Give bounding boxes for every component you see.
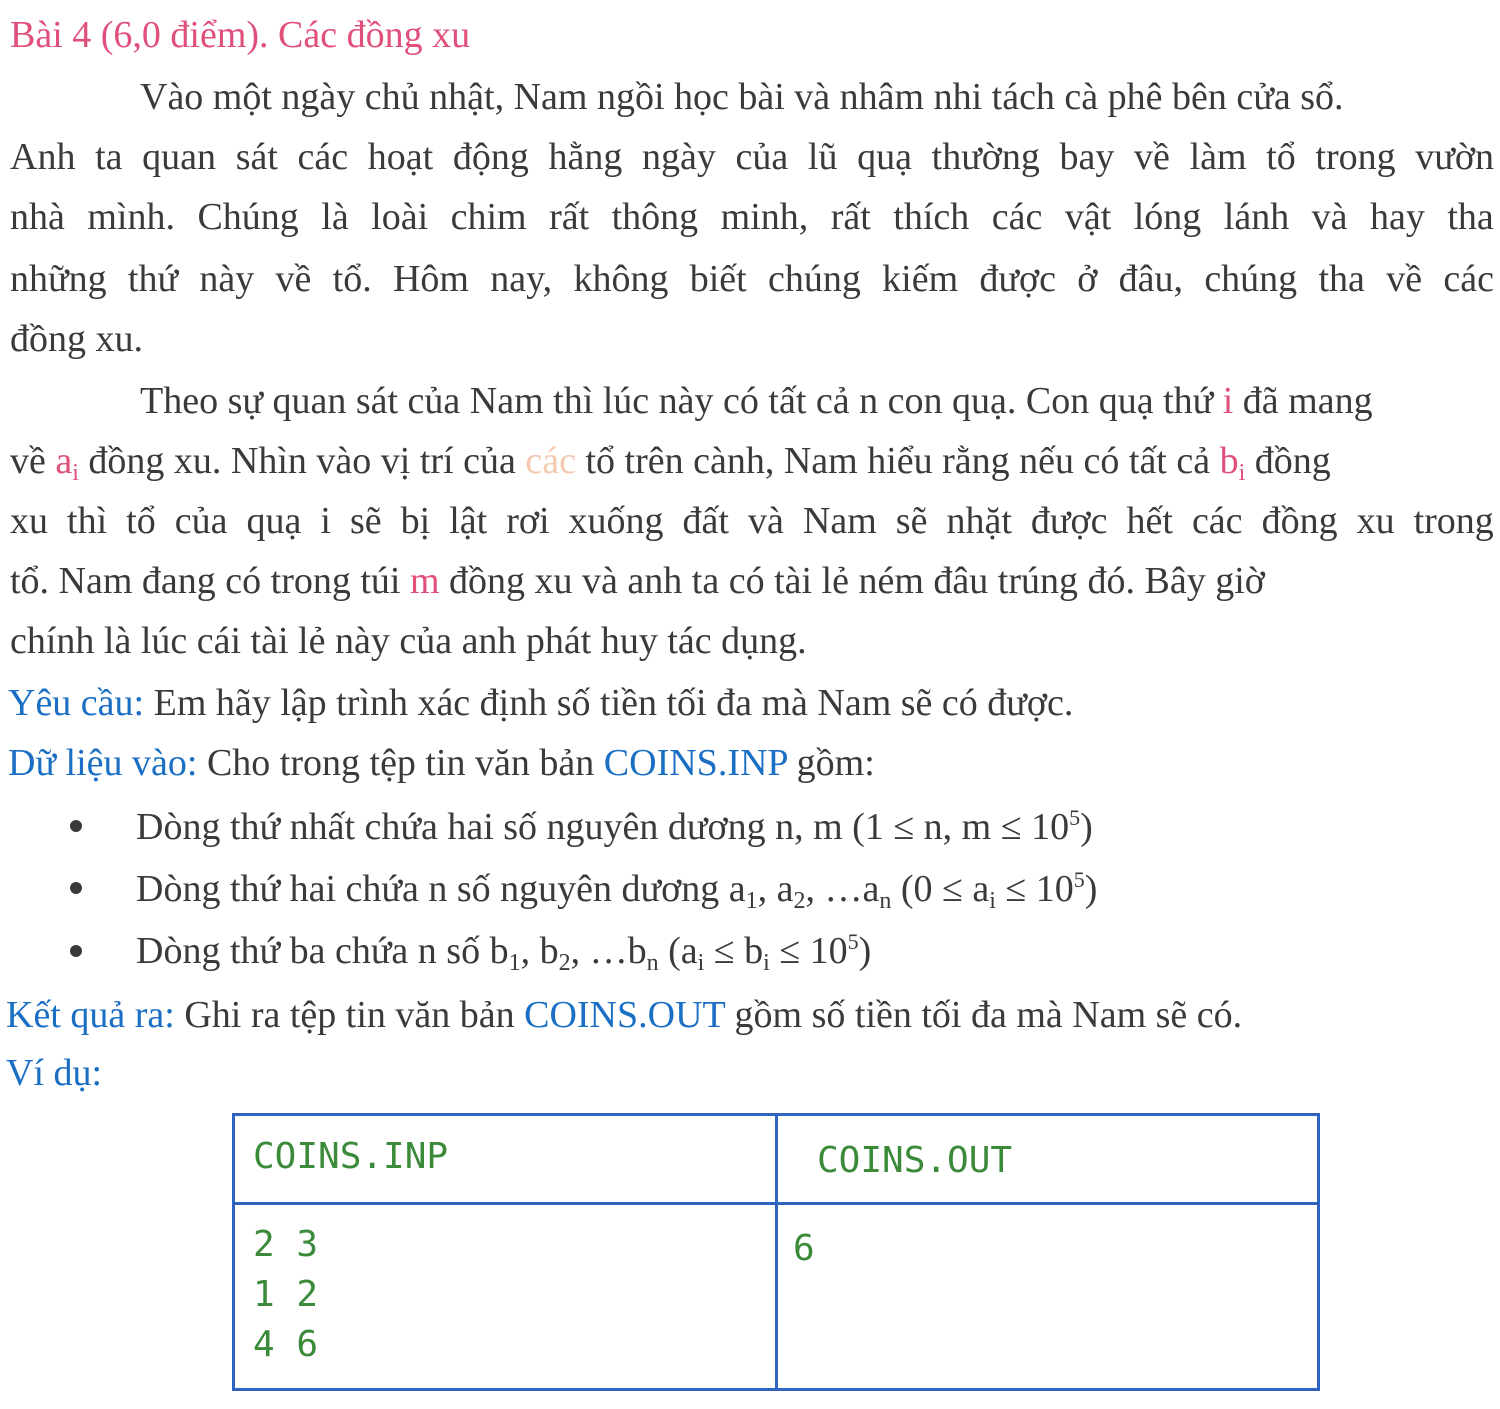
word: xu — [1356, 500, 1395, 542]
para2-line3 — [10, 498, 1494, 544]
table-header-input: COINS.INP — [253, 1136, 449, 1177]
word: sẽ — [349, 500, 382, 542]
word: lánh — [1223, 196, 1290, 238]
word: sát — [235, 136, 278, 178]
para1-line2 — [10, 134, 1494, 180]
word: bay — [1059, 136, 1115, 178]
word: hoạt — [367, 136, 434, 178]
output-label: Kết quả ra: — [6, 994, 175, 1036]
word: tổ. — [332, 258, 372, 300]
table-input-line: 2 3 — [253, 1224, 319, 1265]
table-divider — [775, 1116, 778, 1388]
para2-line1: Theo sự quan sát của Nam thì lúc này có tất cả n con quạ. Con quạ thứ i đã mang — [140, 380, 1373, 422]
table-header-output: COINS.OUT — [817, 1140, 1013, 1181]
word: và — [748, 500, 784, 542]
word: lật — [449, 500, 488, 542]
word: nay, — [490, 258, 553, 300]
word: biết — [689, 258, 747, 300]
word: vườn — [1415, 136, 1494, 178]
para2-line4: tổ. Nam đang có trong túi m đồng xu và anh ta có tài lẻ ném đâu trúng đó. Bây giờ — [10, 560, 1265, 602]
word: thích — [893, 196, 970, 238]
word: chim — [450, 196, 527, 238]
word: rơi — [506, 500, 550, 542]
word: xuống — [568, 500, 664, 542]
word: đồng — [1261, 500, 1338, 542]
word: này — [199, 258, 255, 300]
word: minh, — [720, 196, 809, 238]
word: các — [1443, 258, 1494, 300]
word: được — [979, 258, 1056, 300]
input-label: Dữ liệu vào: — [8, 742, 198, 784]
word: đâu, — [1118, 258, 1184, 300]
example-table — [232, 1113, 1320, 1391]
problem-title: Bài 4 (6,0 điểm). Các đồng xu — [10, 14, 471, 56]
request-label: Yêu cầu: — [8, 682, 145, 724]
word: và — [1311, 196, 1348, 238]
word: nhà — [10, 196, 65, 238]
word: i — [320, 500, 331, 542]
word: thông — [611, 196, 699, 238]
bullet-icon — [70, 945, 82, 957]
word: tha — [1318, 258, 1365, 300]
word: ở — [1077, 258, 1098, 300]
output-line: Kết quả ra: Ghi ra tệp tin văn bản COINS.OUT gồm số tiền tối đa mà Nam sẽ có. — [6, 994, 1243, 1036]
word: rất — [549, 196, 590, 238]
word: không — [573, 258, 669, 300]
word: về — [1134, 136, 1170, 178]
word: quan — [142, 136, 217, 178]
word: Nam — [802, 500, 877, 542]
word: kiếm — [882, 258, 959, 300]
word: làm — [1189, 136, 1247, 178]
word: rất — [830, 196, 871, 238]
word: được — [1030, 500, 1108, 542]
word: Hôm — [392, 258, 469, 300]
para1-line1: Vào một ngày chủ nhật, Nam ngồi học bài và nhâm nhi tách cà phê bên cửa sổ. — [140, 76, 1344, 118]
word: thường — [931, 136, 1040, 178]
bullet-item-2: Dòng thứ hai chứa n số nguyên dương $a_1$, $a_2$, $\dots a_n$ $(0 \le a_i \le 10^5)$ — [136, 867, 1098, 914]
word: vật — [1064, 196, 1112, 238]
word: tổ — [126, 500, 156, 542]
word: chúng — [768, 258, 861, 300]
bullet-icon — [70, 820, 82, 832]
word: trong — [1315, 136, 1396, 178]
bullet-icon — [70, 882, 82, 894]
input-line: Dữ liệu vào: Cho trong tệp tin văn bản COINS.INP gồm: — [8, 742, 875, 784]
word: trong — [1413, 500, 1494, 542]
word: về — [275, 258, 312, 300]
word: loài — [371, 196, 429, 238]
word: động — [452, 136, 529, 178]
para1-line4 — [10, 256, 1494, 302]
word: ngày — [642, 136, 716, 178]
word: đất — [682, 500, 729, 542]
word: Anh — [10, 136, 76, 178]
table-input-line: 1 2 — [253, 1274, 319, 1315]
para2-line2: về $a_i$ đồng xu. Nhìn vào vị trí của các tổ trên cành, Nam hiểu rằng nếu có tất cả $b_i$ đồng — [10, 440, 1331, 486]
word: hằng — [548, 136, 623, 178]
word: những — [10, 258, 107, 300]
word: là — [321, 196, 349, 238]
word: tổ — [1266, 136, 1296, 178]
para1-line5: đồng xu. — [10, 318, 143, 360]
word: hay — [1370, 196, 1425, 238]
word: tha — [1447, 196, 1494, 238]
word: chúng — [1204, 258, 1298, 300]
word: lóng — [1133, 196, 1202, 238]
word: bị — [400, 500, 431, 542]
output-filename: COINS.OUT — [524, 994, 726, 1036]
request-line: Yêu cầu: Em hãy lập trình xác định số tiền tối đa mà Nam sẽ có được. — [8, 682, 1074, 724]
word: các — [1191, 500, 1243, 542]
table-input-line: 4 6 — [253, 1324, 319, 1365]
word: ta — [95, 136, 123, 178]
word: quạ — [246, 500, 302, 542]
table-output-line: 6 — [793, 1228, 815, 1269]
word: nhặt — [946, 500, 1012, 542]
word: mình. — [87, 196, 175, 238]
para2-line5: chính là lúc cái tài lẻ này của anh phát huy tác dụng. — [10, 620, 807, 662]
word: sẽ — [895, 500, 928, 542]
example-label: Ví dụ: — [6, 1052, 103, 1094]
word: của — [174, 500, 228, 542]
word: quạ — [857, 136, 912, 178]
word: của — [735, 136, 789, 178]
word: lũ — [807, 136, 838, 178]
word: Chúng — [197, 196, 299, 238]
bullet-item-3: Dòng thứ ba chứa n số $b_1$, $b_2$, $\dots b_n$ $(a_i \le b_i \le 10^5)$ — [136, 929, 872, 976]
word: thì — [67, 500, 108, 542]
word: các — [297, 136, 349, 178]
word: xu — [10, 500, 48, 542]
bullet-item-1: Dòng thứ nhất chứa hai số nguyên dương n, m (1 ≤ n, $m \le 10^5$) — [136, 805, 1093, 848]
table-divider — [235, 1202, 1317, 1205]
word: các — [991, 196, 1043, 238]
word: hết — [1126, 500, 1173, 542]
word: thứ — [127, 258, 179, 300]
input-filename: COINS.INP — [603, 742, 788, 784]
para1-line3 — [10, 194, 1494, 240]
word: về — [1386, 258, 1423, 300]
